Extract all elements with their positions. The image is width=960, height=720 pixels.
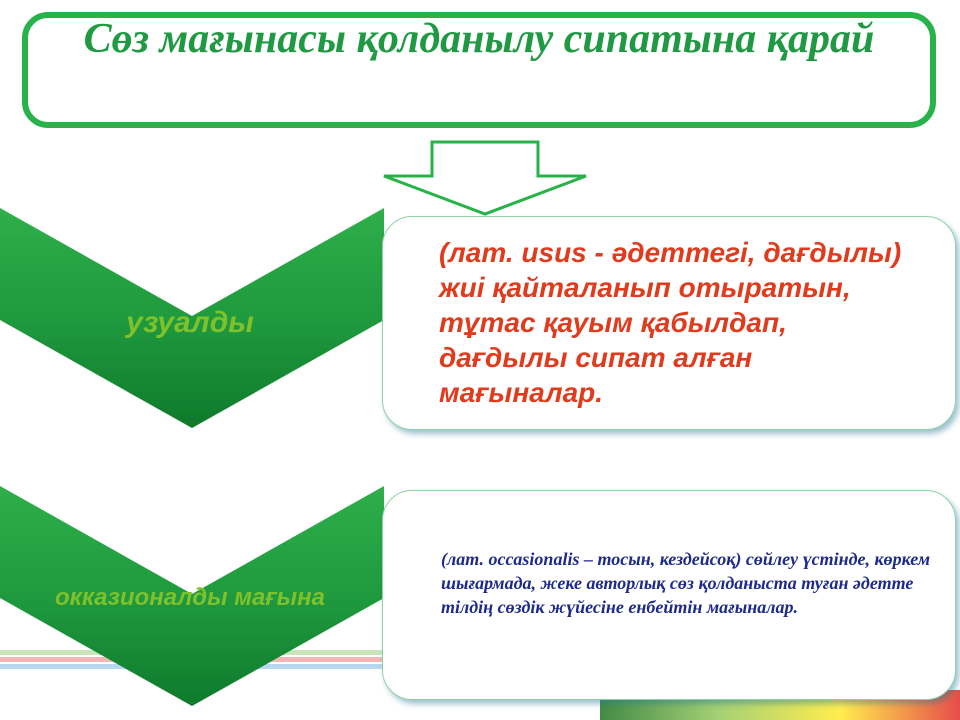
usual-label: узуалды — [126, 306, 254, 339]
usual-definition-card — [382, 216, 956, 430]
occasional-label: окказионалды мағына — [55, 584, 325, 611]
occasional-definition-text: (лат. occasionalis – тосын, кездейсоқ) сөйлеу үстінде, көркем шығармада, жеке авторлық сөз қолданыста туған әдетте тілдің сөздік жүйесіне енбейтін мағыналар. — [441, 549, 931, 617]
down-arrow-icon — [380, 140, 590, 216]
usual-definition-text: (лат. usus - әдеттегі, дағдылы) жиі қайталанып отыратын, тұтас қауым қабылдап, дағдылы сипат алған мағыналар. — [439, 237, 902, 408]
slide-title: Сөз мағынасы қолданылу сипатына қарай — [83, 16, 875, 62]
occasional-definition-card — [382, 490, 956, 700]
